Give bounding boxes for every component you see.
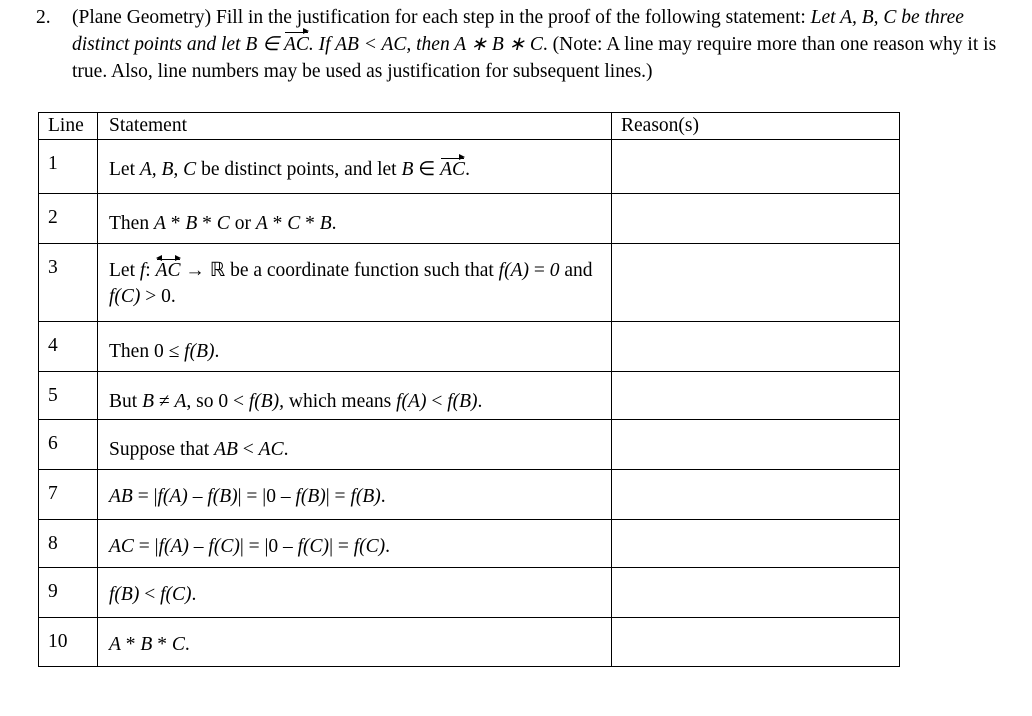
text: – xyxy=(187,486,208,507)
math-text: f xyxy=(139,260,146,281)
math-text: B xyxy=(185,213,198,234)
line-number: 2 xyxy=(48,207,58,228)
text: Let xyxy=(109,159,140,180)
text: , so 0 < xyxy=(186,391,249,412)
reason-cell[interactable] xyxy=(612,618,900,667)
notation-text: AC xyxy=(155,260,181,281)
math-text: . If AB < AC, then A ∗ B ∗ C xyxy=(308,34,543,55)
line-number-cell xyxy=(39,140,98,194)
table-row xyxy=(39,470,900,520)
text: or xyxy=(229,213,256,234)
text: . xyxy=(380,486,386,507)
math-text: Let A, B, C be three distinct points and let B ∈ xyxy=(72,7,964,55)
header-statement: Statement xyxy=(98,113,612,140)
statement-cell xyxy=(98,568,612,618)
text: = | xyxy=(132,486,158,507)
statement-cell xyxy=(98,244,612,322)
math-text: C xyxy=(287,213,301,234)
math-text: A, B, C xyxy=(139,159,197,180)
text: * xyxy=(300,213,320,234)
text: → ℝ be a coordinate function such that xyxy=(180,260,499,281)
math-text: f(B) xyxy=(207,486,238,507)
statement-cell xyxy=(98,420,612,470)
math-text: A xyxy=(174,391,187,412)
reason-cell[interactable] xyxy=(612,470,900,520)
math-text: f(C) xyxy=(160,584,192,605)
text: . xyxy=(184,634,190,655)
line-notation xyxy=(156,258,181,284)
statement-text xyxy=(109,244,611,310)
math-text: f(B) xyxy=(184,341,215,362)
line-number: 10 xyxy=(48,631,68,652)
math-text: f(C) xyxy=(208,536,240,557)
text: be distinct points, and let xyxy=(196,159,402,180)
math-text: B xyxy=(140,634,153,655)
math-text: AC xyxy=(109,536,134,557)
math-text: B xyxy=(142,391,154,412)
reason-cell[interactable] xyxy=(612,322,900,372)
text: But xyxy=(109,391,143,412)
text: = xyxy=(528,260,550,281)
line-number-cell xyxy=(39,520,98,568)
text: . xyxy=(331,213,337,234)
table-row xyxy=(39,420,900,470)
text: . xyxy=(465,159,470,180)
reason-cell[interactable] xyxy=(612,244,900,322)
line-number-cell xyxy=(39,470,98,520)
statement-text xyxy=(109,372,611,415)
problem-number: 2. xyxy=(36,7,51,28)
reason-cell[interactable] xyxy=(612,372,900,420)
math-text: f(B) xyxy=(295,486,326,507)
statement-cell xyxy=(98,372,612,420)
reason-cell[interactable] xyxy=(612,194,900,244)
reason-cell[interactable] xyxy=(612,140,900,194)
text: – xyxy=(188,536,209,557)
table-row xyxy=(39,568,900,618)
text: . xyxy=(385,536,391,557)
math-text: f(B) xyxy=(350,486,381,507)
text: < xyxy=(139,584,161,605)
math-text: 0 xyxy=(549,260,560,281)
text: (Plane Geometry) Fill in the justification for each step in the proof of the following statement: xyxy=(72,7,811,28)
text: which means xyxy=(284,391,397,412)
text: . xyxy=(191,584,197,605)
statement-text xyxy=(109,470,611,510)
ray-notation xyxy=(440,157,465,183)
statement-text xyxy=(109,568,611,608)
text: * xyxy=(267,213,288,234)
math-text: f(C) xyxy=(353,536,386,557)
ray-notation xyxy=(284,31,309,58)
proof-table xyxy=(38,112,900,667)
math-text: C xyxy=(171,634,185,655)
math-text: AB xyxy=(214,439,238,460)
text: < xyxy=(426,391,448,412)
table-row xyxy=(39,322,900,372)
line-number: 5 xyxy=(48,385,58,406)
table-header-row xyxy=(39,113,900,140)
line-number-cell xyxy=(39,372,98,420)
text: * xyxy=(120,634,141,655)
problem-text xyxy=(72,4,1006,85)
math-text: f(B), xyxy=(248,391,285,412)
math-text: f(A) xyxy=(157,486,188,507)
table-row xyxy=(39,194,900,244)
line-number-cell xyxy=(39,244,98,322)
math-text: A xyxy=(153,213,166,234)
text: * xyxy=(152,634,172,655)
math-text: f(C) xyxy=(297,536,330,557)
text: . (Note: A line may require more than one reason why it is true. Also, line numbers may be used as justification for subsequent lines.) xyxy=(72,34,997,82)
line-number: 1 xyxy=(48,153,58,174)
line-number-cell xyxy=(39,568,98,618)
line-number: 4 xyxy=(48,335,58,356)
statement-text xyxy=(109,194,611,237)
line-number-cell xyxy=(39,420,98,470)
notation-text: AC xyxy=(283,34,309,55)
math-text: f(B) xyxy=(109,584,140,605)
math-text: B xyxy=(401,159,414,180)
line-number-cell xyxy=(39,618,98,667)
text: * xyxy=(165,213,186,234)
table-row xyxy=(39,618,900,667)
reason-cell[interactable] xyxy=(612,420,900,470)
math-text: A xyxy=(255,213,268,234)
table-row xyxy=(39,244,900,322)
math-text: f(C) xyxy=(109,286,141,307)
text: Then xyxy=(109,213,154,234)
statement-cell xyxy=(98,618,612,667)
header-line: Line xyxy=(39,113,98,140)
math-text: AB xyxy=(109,486,133,507)
problem-statement xyxy=(36,4,1006,85)
text: Suppose that xyxy=(109,439,215,460)
text: Then 0 ≤ xyxy=(109,341,185,362)
math-text: f(A) xyxy=(396,391,427,412)
math-text: C xyxy=(216,213,230,234)
table-row xyxy=(39,140,900,194)
statement-text xyxy=(109,140,611,183)
statement-cell xyxy=(98,470,612,520)
statement-text xyxy=(109,520,611,560)
left-arrowhead-icon xyxy=(156,255,162,261)
statement-text xyxy=(109,618,611,658)
line-number-cell xyxy=(39,322,98,372)
table-row xyxy=(39,372,900,420)
text: > 0. xyxy=(140,286,176,307)
statement-cell xyxy=(98,140,612,194)
math-text: f(A) xyxy=(498,260,529,281)
text: = | xyxy=(133,536,159,557)
text: < xyxy=(237,439,259,460)
text: . xyxy=(477,391,483,412)
text: and xyxy=(559,260,593,281)
reason-cell[interactable] xyxy=(612,520,900,568)
line-number: 8 xyxy=(48,533,58,554)
text: : xyxy=(145,260,156,281)
math-text: A xyxy=(109,634,121,655)
statement-cell xyxy=(98,322,612,372)
line-number: 3 xyxy=(48,257,58,278)
statement-cell xyxy=(98,194,612,244)
text: . xyxy=(283,439,289,460)
text: . xyxy=(214,341,220,362)
line-number: 7 xyxy=(48,483,58,504)
math-text: f(B) xyxy=(447,391,478,412)
text: | = xyxy=(329,536,354,557)
math-text: B xyxy=(319,213,332,234)
statement-text xyxy=(109,420,611,463)
line-number: 6 xyxy=(48,433,58,454)
statement-text xyxy=(109,322,611,365)
math-text: f(A) xyxy=(158,536,189,557)
reason-cell[interactable] xyxy=(612,568,900,618)
text: | = |0 – xyxy=(239,536,298,557)
text: | = xyxy=(325,486,351,507)
line-number: 9 xyxy=(48,581,58,602)
text: * xyxy=(197,213,217,234)
text: Let xyxy=(109,260,140,281)
text: | = |0 – xyxy=(237,486,296,507)
notation-text: AC xyxy=(440,159,466,180)
text: ≠ xyxy=(153,391,175,412)
text: ∈ xyxy=(413,159,441,180)
table-row xyxy=(39,520,900,568)
line-number-cell xyxy=(39,194,98,244)
statement-cell xyxy=(98,520,612,568)
math-text: AC xyxy=(258,439,284,460)
header-reasons: Reason(s) xyxy=(612,113,900,140)
